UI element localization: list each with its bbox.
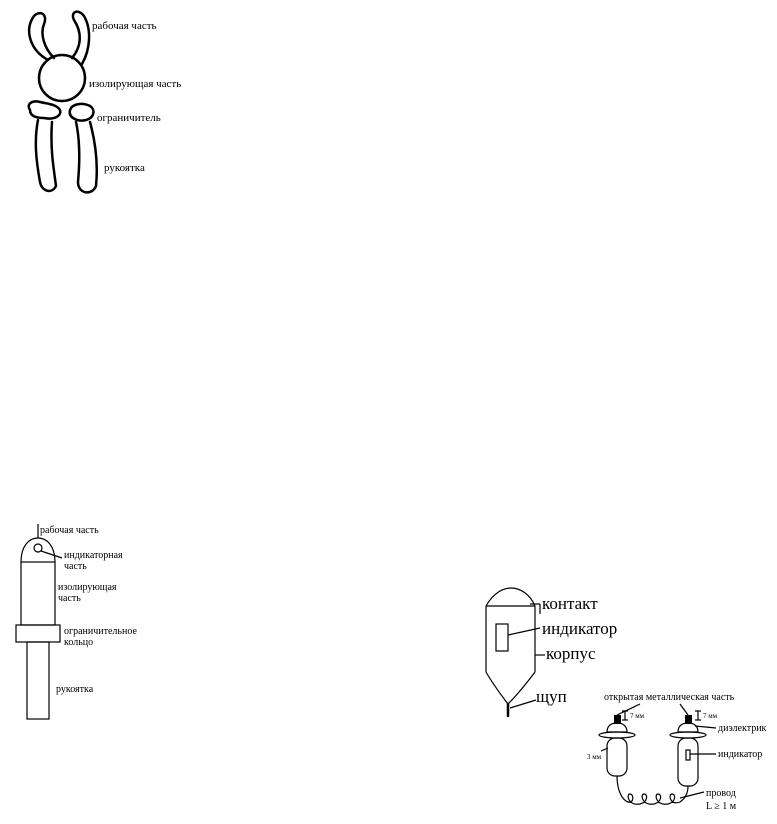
pliers-right-jaw bbox=[72, 12, 89, 64]
tester-metal-leader-right bbox=[680, 704, 688, 715]
tester-left-body bbox=[607, 738, 627, 776]
tester-label-indicator: индикатор bbox=[718, 749, 763, 760]
tester-left-collar bbox=[599, 732, 635, 738]
probe-tip-leader bbox=[510, 700, 536, 708]
rod-handle bbox=[27, 642, 49, 719]
tester-label-7mm-left: 7 мм bbox=[630, 712, 645, 720]
tester-label-3mm: 3 мм bbox=[587, 753, 602, 761]
rod-label-insulating-2: часть bbox=[58, 593, 81, 604]
probe-cone bbox=[486, 672, 535, 704]
tester-left-dome bbox=[607, 723, 627, 732]
pliers-drawing bbox=[29, 12, 97, 193]
tester-dielectric-leader bbox=[695, 726, 716, 728]
pliers-label-handle: рукоятка bbox=[104, 162, 145, 174]
tester-coiled-wire bbox=[617, 776, 688, 804]
pliers-left-handle bbox=[36, 120, 56, 191]
pliers-label-working: рабочая часть bbox=[92, 20, 157, 32]
rod-label-insulating-1: изолирующая bbox=[58, 582, 117, 593]
two-pole-tester-drawing bbox=[599, 704, 716, 804]
pliers-label-limiter: ограничитель bbox=[97, 112, 161, 124]
tester-label-dielectric: диэлектрик bbox=[718, 723, 767, 734]
tester-label-exposed-metal: открытая металлическая часть bbox=[604, 692, 735, 703]
probe-label-contact: контакт bbox=[542, 594, 598, 613]
tester-label-wire-length: L ≥ 1 м bbox=[706, 801, 737, 812]
probe-top-cap bbox=[486, 588, 535, 606]
pliers-left-jaw bbox=[29, 13, 54, 60]
pliers-joint bbox=[39, 55, 85, 101]
tester-right-dome bbox=[678, 723, 698, 732]
rod-insulating-body bbox=[21, 562, 55, 625]
probe-label-body: корпус bbox=[546, 644, 596, 663]
pliers-left-limiter bbox=[29, 101, 61, 118]
tester-right-body bbox=[678, 738, 698, 786]
rod-indicator-leader bbox=[41, 551, 62, 558]
tester-wire-leader bbox=[680, 792, 704, 798]
rod-indicator-window bbox=[34, 544, 42, 552]
pliers-label-insulating: изолирующая часть bbox=[89, 78, 182, 90]
rod-head bbox=[21, 538, 55, 562]
pliers-right-handle bbox=[76, 122, 97, 192]
rod-limit-ring bbox=[16, 625, 60, 642]
rod-label-working: рабочая часть bbox=[40, 525, 99, 536]
rod-label-ring-1: ограничительное bbox=[64, 626, 137, 637]
rod-label-indicator-2: часть bbox=[64, 561, 87, 572]
tester-label-7mm-right: 7 мм bbox=[703, 712, 718, 720]
rod-label-indicator-1: индикаторная bbox=[64, 550, 123, 561]
tester-right-indicator bbox=[686, 750, 690, 760]
tester-right-collar bbox=[670, 732, 706, 738]
rod-label-handle: рукоятка bbox=[56, 684, 94, 695]
probe-label-indicator: индикатор bbox=[542, 619, 618, 638]
tester-label-wire: провод bbox=[706, 788, 736, 799]
probe-label-probe: щуп bbox=[536, 687, 567, 706]
pliers-right-limiter bbox=[70, 104, 94, 121]
rod-label-ring-2: кольцо bbox=[64, 637, 94, 648]
probe-indicator-window bbox=[496, 624, 508, 651]
